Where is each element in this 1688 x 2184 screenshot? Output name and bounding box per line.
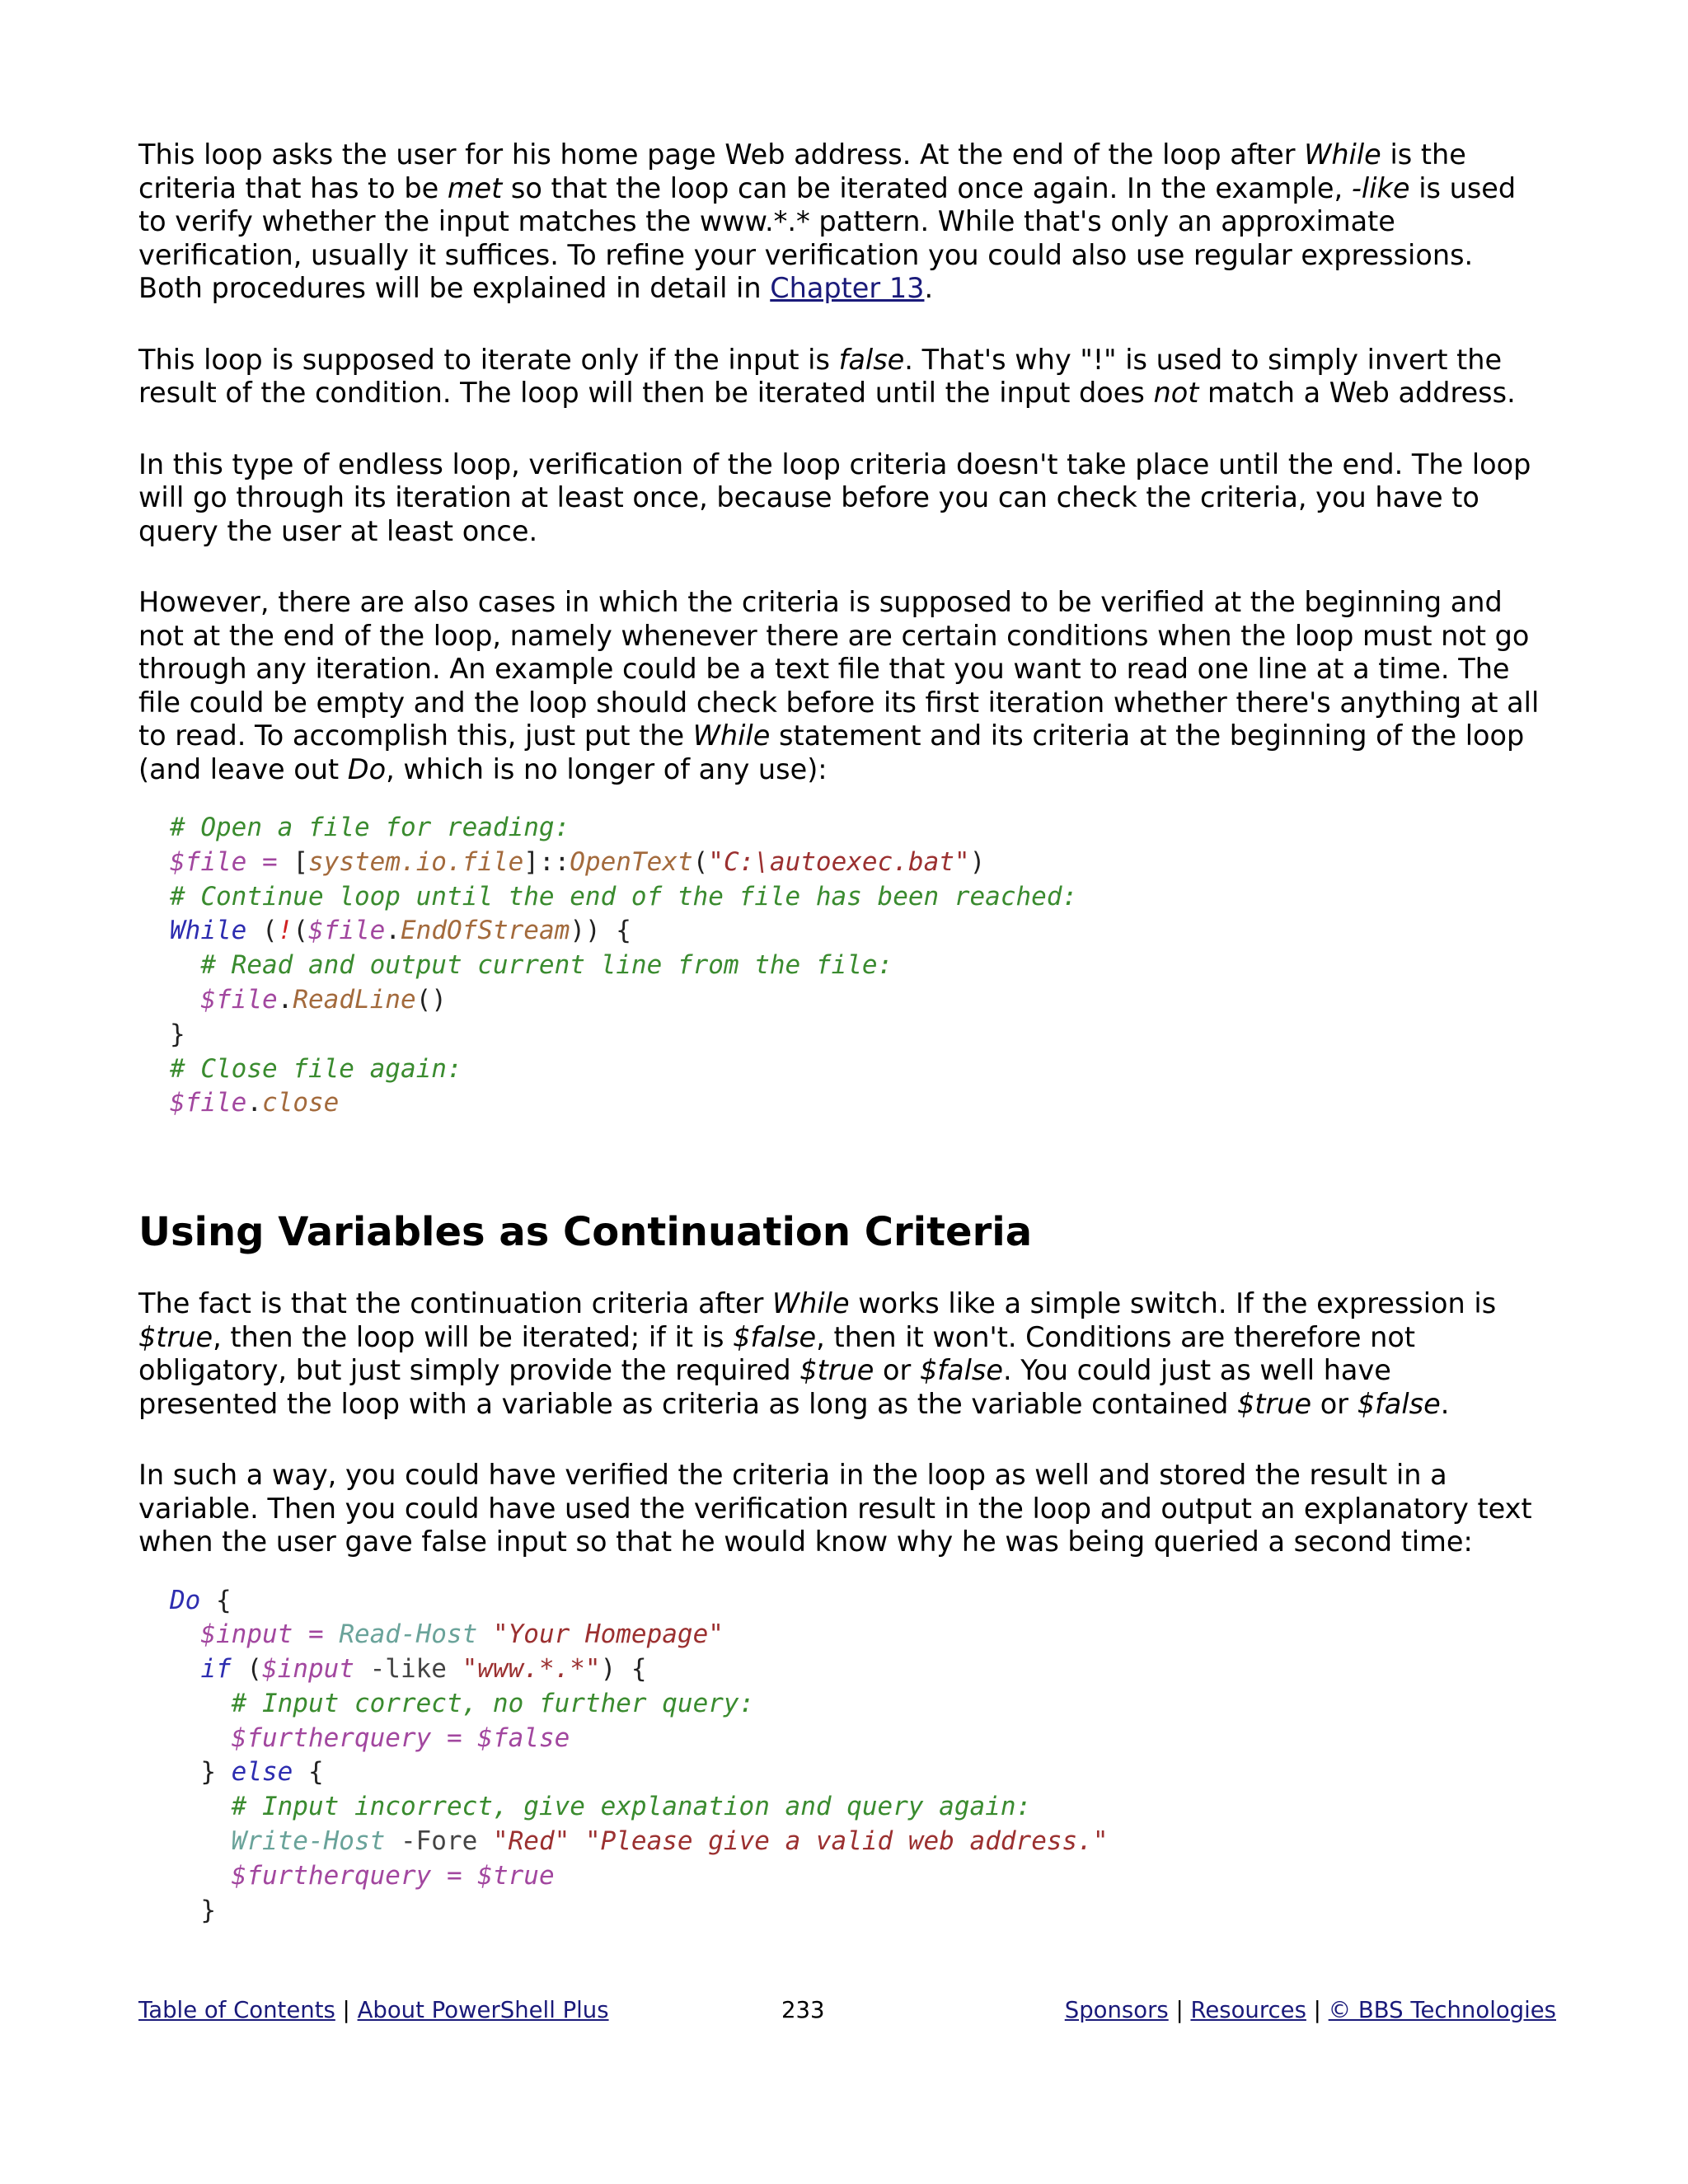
code-line: $file = [system.io.file]::OpenText("C:\autoexec.bat") <box>170 846 986 877</box>
paragraph-3: In this type of endless loop, verification of the loop criteria doesn't take place until the end. The loop will go through its iteration at least once, because before you can check the criteria, you have to query the user at least once. <box>138 448 1531 547</box>
code-line: } <box>200 1895 216 1925</box>
sponsors-link[interactable]: Sponsors <box>1064 1997 1169 2023</box>
code-line: Write-Host -Fore "Red" "Please give a valid web address." <box>231 1826 1109 1857</box>
paragraph-6: In such a way, you could have verified the criteria in the loop as well and stored the result in a variable. Then you could have used the verification result in the loop and output an explanatory text when the user gave false input so that he would know why he was being queried a second time: <box>138 1459 1532 1558</box>
code-line: $furtherquery = $false <box>231 1722 570 1753</box>
bbs-technologies-link[interactable]: © BBS Technologies <box>1328 1997 1556 2023</box>
code-line: Do { <box>170 1585 232 1615</box>
code-line: While (!($file.EndOfStream)) { <box>170 916 631 946</box>
code-line: $file.ReadLine() <box>200 984 447 1015</box>
code-line: # Continue loop until the end of the file has been reached: <box>170 881 1078 912</box>
paragraph-5: The fact is that the continuation criteria after While works like a simple switch. If the expression is $true, then the loop will be iterated; if it is $false, then it won't. Conditions are therefore not obligatory, but just simply provide the required $true or $false. You could just as well have presented the loop with a variable as criteria as long as the variable contained $true or $false. <box>138 1287 1497 1420</box>
code-line: # Input correct, no further query: <box>231 1688 755 1718</box>
code-block-input-verification <box>170 1584 1556 1929</box>
page-content <box>138 138 1556 1121</box>
code-line: $input = Read-Host "Your Homepage" <box>200 1619 724 1650</box>
page-number: 233 <box>781 1997 825 2023</box>
code-line: $file.close <box>170 1088 340 1118</box>
footer-left-links: Table of Contents | About PowerShell Plus <box>138 1997 609 2023</box>
code-block-file-reading <box>170 811 1556 1121</box>
paragraph-1: This loop asks the user for his home page Web address. At the end of the loop after While is the criteria that has to be met so that the loop can be iterated once again. In the example, -like is used to verify whether the input matches the www.*.* pattern. While that's only an approximate verification, usually it suffices. To refine your verification you could also use regular expressions. Both procedures will be explained in detail in Chapter 13. <box>138 138 1517 304</box>
resources-link[interactable]: Resources <box>1190 1997 1306 2023</box>
table-of-contents-link[interactable]: Table of Contents <box>138 1997 335 2023</box>
code-line: # Open a file for reading: <box>170 813 570 842</box>
page-content-2 <box>138 1287 1556 1928</box>
code-line: } <box>170 1019 185 1049</box>
code-line: } else { <box>200 1757 324 1788</box>
about-powershell-plus-link[interactable]: About PowerShell Plus <box>357 1997 609 2023</box>
section-heading: Using Variables as Continuation Criteria <box>138 1209 1033 1255</box>
page-footer <box>138 1996 1556 2024</box>
code-line: # Read and output current line from the file: <box>200 950 893 981</box>
code-line: # Input incorrect, give explanation and query again: <box>231 1792 1032 1822</box>
chapter-13-link[interactable]: Chapter 13 <box>770 272 925 304</box>
code-line: if ($input -like "www.*.*") { <box>200 1654 647 1685</box>
footer-right-links: Sponsors | Resources | © BBS Technologies <box>1064 1997 1556 2023</box>
paragraph-2: This loop is supposed to iterate only if the input is false. That's why "!" is used to simply invert the result of the condition. The loop will then be iterated until the input does not match a Web address. <box>138 343 1516 409</box>
code-line: # Close file again: <box>170 1053 462 1084</box>
code-line: $furtherquery = $true <box>231 1860 555 1891</box>
paragraph-4: However, there are also cases in which the criteria is supposed to be verified at the beginning and not at the end of the loop, namely whenever there are certain conditions when the loop must not go through any iteration. An example could be a text file that you want to read one line at a time. The file could be empty and the loop should check before its first iteration whether there's anything at all to read. To accomplish this, just put the While statement and its criteria at the beginning of the loop (and leave out Do, which is no longer of any use): <box>138 586 1540 785</box>
